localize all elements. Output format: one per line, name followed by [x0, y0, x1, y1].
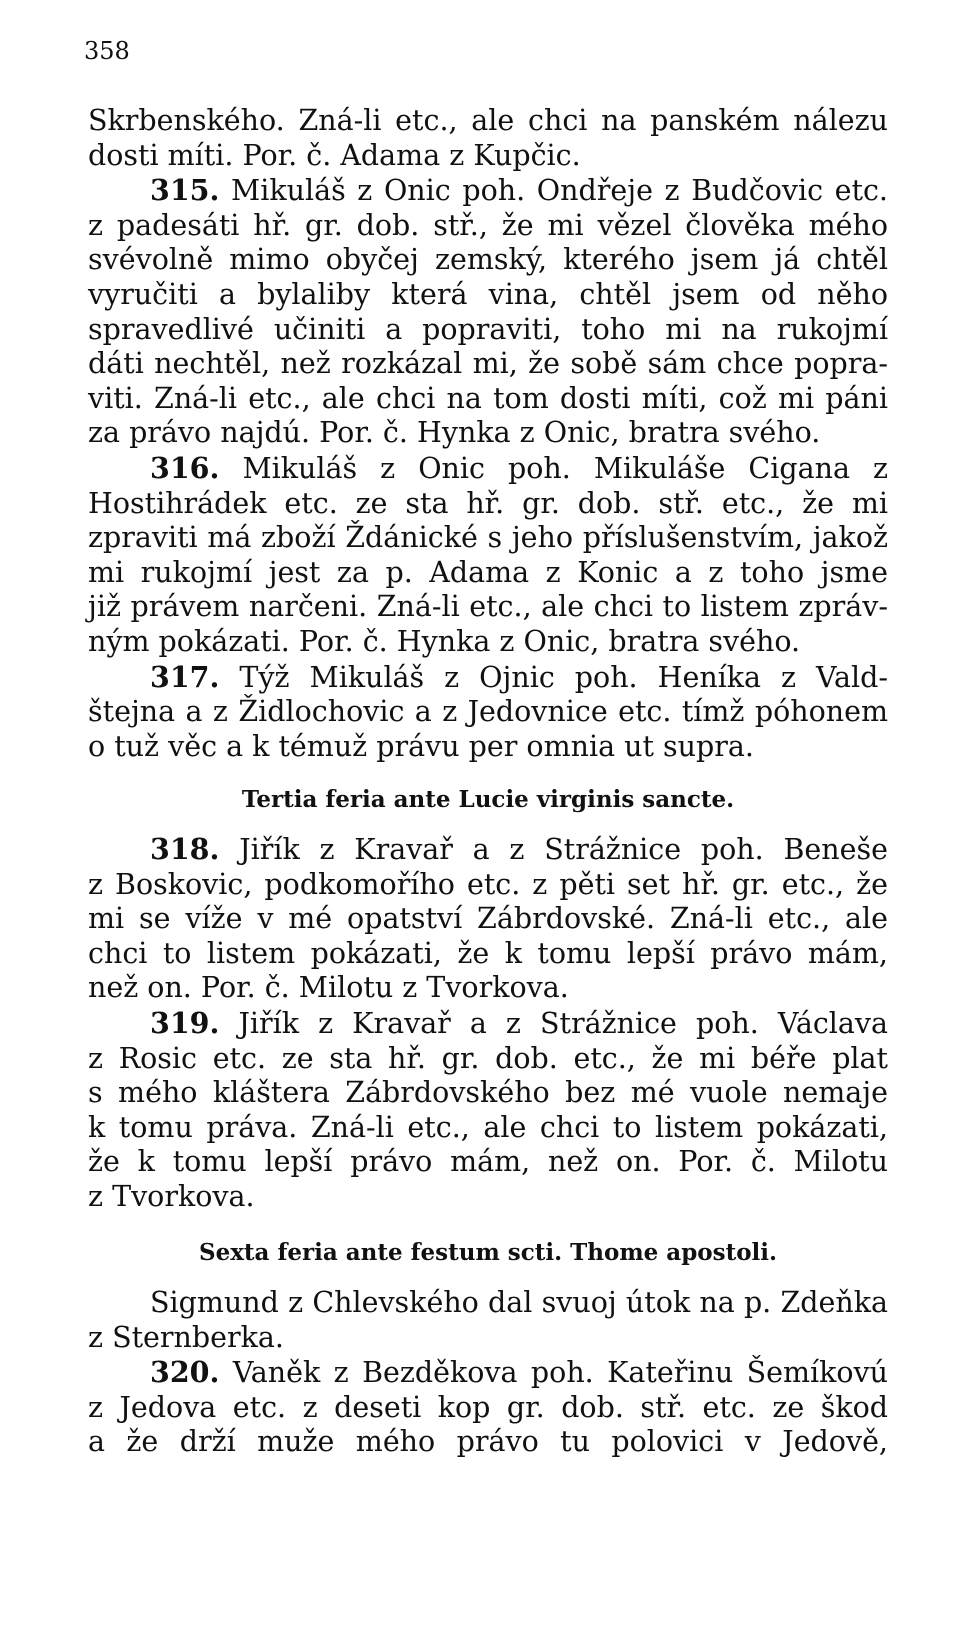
- entry-number: 319.: [150, 1005, 220, 1040]
- text-line: chci to listem pokázati, že k tomu lepší právo mám,: [88, 936, 888, 970]
- entry-text: Týž Mikuláš z Ojnic poh. Heníka z Vald-: [219, 660, 888, 694]
- entry-text: Jiřík z Kravař a z Strážnice poh. Beneše: [219, 833, 888, 866]
- text-line: viti. Zná-li etc., ale chci na tom dosti míti, což mi páni: [88, 381, 888, 415]
- text-line: než on. Por. č. Milotu z Tvorkova.: [88, 971, 569, 1005]
- entry-number: 318.: [150, 832, 220, 866]
- text-line: Hostihrádek etc. ze sta hř. gr. dob. stř. etc., že mi: [88, 486, 888, 520]
- text-line: že k tomu lepší právo mám, než on. Por. č. Milotu: [88, 1145, 888, 1179]
- section-heading-1: Tertia feria ante Lucie virginis sancte.: [241, 786, 735, 813]
- text-line: zpraviti má zboží Ždánické s jeho příslušenstvím, jakož: [88, 521, 888, 555]
- text-line: [88, 451, 888, 487]
- text-block-1: [88, 104, 888, 764]
- page-number: 358: [84, 37, 130, 65]
- text-line: z Rosic etc. ze sta hř. gr. dob. etc., že mi béře plat: [88, 1041, 888, 1075]
- text-line: o tuž věc a k témuž právu per omnia ut supra.: [88, 729, 754, 763]
- text-line: a že drží muže mého právo tu polovici v Jedově,: [88, 1425, 888, 1459]
- text-line: z Sternberka.: [88, 1320, 284, 1354]
- text-line: [88, 660, 888, 696]
- text-line: mi rukojmí jest za p. Adama z Konic a z toho jsme: [88, 555, 888, 589]
- text-line: dosti míti. Por. č. Adama z Kupčic.: [88, 138, 581, 172]
- text-line: již právem narčeni. Zná-li etc., ale chci to listem zpráv-: [88, 590, 888, 624]
- text-line: [88, 1355, 888, 1391]
- text-line: Skrbenského. Zná-li etc., ale chci na panském nálezu: [88, 104, 888, 137]
- section-heading-2: Sexta feria ante festum scti. Thome apostoli.: [198, 1239, 778, 1266]
- text-line: spravedlivé učiniti a popraviti, toho mi na rukojmí: [88, 312, 888, 346]
- text-line: svévolně mimo obyčej zemský, kterého jsem já chtěl: [88, 243, 888, 277]
- text-line: [88, 832, 888, 868]
- text-line: [88, 173, 888, 209]
- text-block-2: [88, 832, 888, 1215]
- text-line: k tomu práva. Zná-li etc., ale chci to listem pokázati,: [88, 1110, 888, 1144]
- text-line: ným pokázati. Por. č. Hynka z Onic, bratra svého.: [88, 624, 801, 658]
- text-line: z Tvorkova.: [88, 1179, 255, 1213]
- text-block-3: [88, 1286, 888, 1460]
- text-line: vyručiti a bylaliby která vina, chtěl jsem od něho: [88, 277, 888, 311]
- entry-number: 316.: [150, 450, 220, 485]
- text-line: z Boskovic, podkomořího etc. z pěti set hř. gr. etc., že: [88, 867, 888, 901]
- text-line: z padesáti hř. gr. dob. stř., že mi vězel člověka mého: [88, 208, 888, 242]
- text-line: štejna a z Židlochovic a z Jedovnice etc. tímž póhonem: [88, 695, 888, 729]
- text-line: Sigmund z Chlevského dal svuoj útok na p. Zdeňka: [150, 1286, 888, 1319]
- entry-text: Vaněk z Bezděkova poh. Kateřinu Šemíkovú: [219, 1356, 888, 1390]
- entry-text: Jiřík z Kravař a z Strážnice poh. Václava: [219, 1006, 888, 1040]
- text-line: dáti nechtěl, než rozkázal mi, že sobě sám chce popra-: [88, 347, 888, 381]
- text-line: za právo najdú. Por. č. Hynka z Onic, bratra svého.: [88, 416, 821, 450]
- entry-text: Mikuláš z Onic poh. Ondřeje z Budčovic etc.: [219, 174, 888, 208]
- text-line: z Jedova etc. z deseti kop gr. dob. stř. etc. ze škod: [88, 1390, 888, 1424]
- text-line: [88, 1006, 888, 1042]
- text-line: s mého kláštera Zábrdovského bez mé vuole nemaje: [88, 1076, 888, 1110]
- text-line: mi se víže v mé opatství Zábrdovské. Zná-li etc., ale: [88, 902, 888, 936]
- entry-number: 317.: [150, 659, 220, 694]
- entry-text: Mikuláš z Onic poh. Mikuláše Cigana z: [219, 451, 888, 485]
- entry-number: 315.: [150, 173, 220, 208]
- entry-number: 320.: [150, 1355, 220, 1390]
